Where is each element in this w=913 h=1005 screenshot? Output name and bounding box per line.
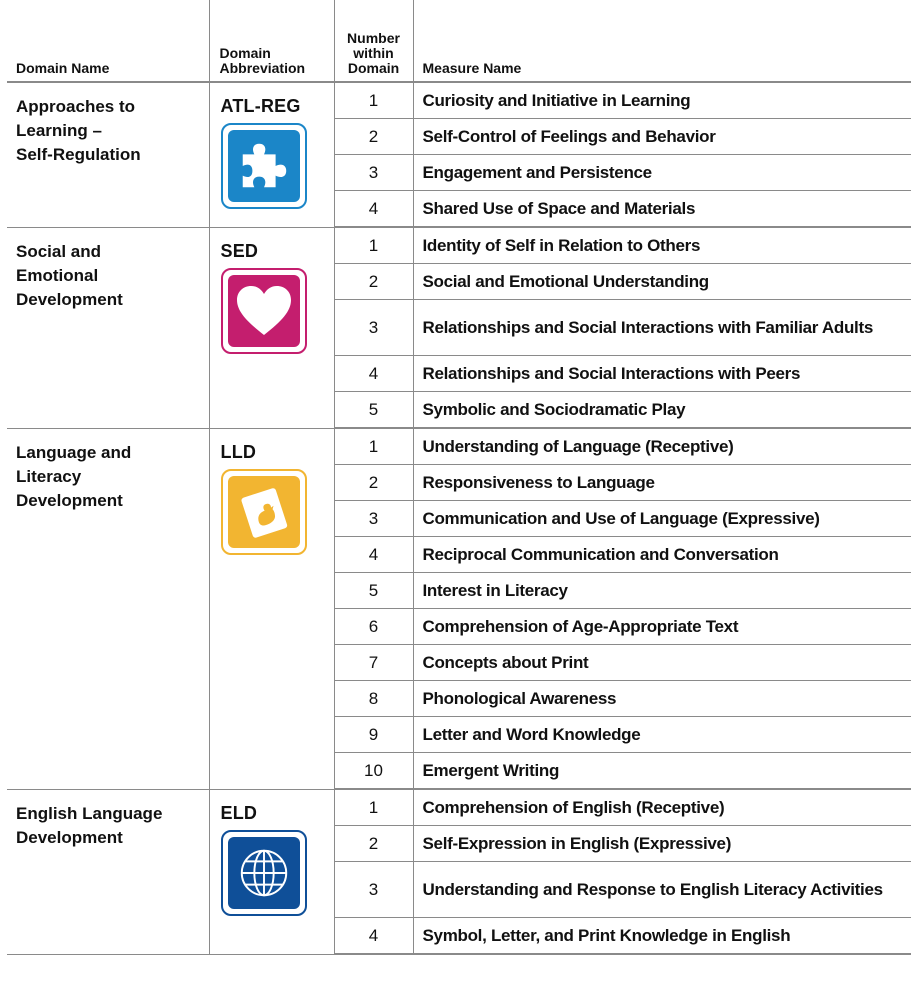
measure-number: 3 (334, 862, 413, 918)
measure-number: 4 (334, 356, 413, 392)
measure-name: Shared Use of Space and Materials (413, 191, 911, 228)
measures-table (7, 0, 911, 955)
domain-abbreviation: ATL-REG (220, 96, 301, 116)
measure-name: Reciprocal Communication and Conversation (413, 537, 911, 573)
header-number-line2: within (353, 45, 394, 61)
domain-abbreviation-cell (209, 789, 334, 954)
domain-name-line: Emotional (16, 265, 99, 285)
measure-name: Relationships and Social Interactions with Peers (413, 356, 911, 392)
domain-name-line: Learning – (16, 121, 102, 140)
table-body (7, 82, 911, 954)
domain-name-cell (7, 82, 209, 227)
heart-icon (228, 275, 300, 347)
domain-name-cell (7, 428, 209, 789)
measure-name: Understanding of Language (Receptive) (413, 428, 911, 465)
measure-number: 6 (334, 609, 413, 645)
measure-number: 3 (334, 501, 413, 537)
measure-number: 5 (334, 573, 413, 609)
measure-name: Curiosity and Initiative in Learning (413, 82, 911, 119)
domain-icon-frame (221, 268, 307, 354)
measure-number: 2 (334, 119, 413, 155)
header-number-within-domain (334, 0, 413, 82)
measure-number: 4 (334, 918, 413, 955)
domain-name-line: Social and (16, 241, 102, 261)
header-domain-abbreviation (209, 0, 334, 82)
measure-name: Identity of Self in Relation to Others (413, 227, 911, 264)
measure-name: Letter and Word Knowledge (413, 717, 911, 753)
measure-name: Comprehension of Age-Appropriate Text (413, 609, 911, 645)
header-domain-abbreviation-line1: Domain (219, 45, 271, 61)
measure-number: 1 (334, 789, 413, 826)
header-measure-name: Measure Name (413, 0, 911, 82)
globe-icon (228, 837, 300, 909)
measure-number: 2 (334, 826, 413, 862)
domain-abbreviation: SED (220, 240, 259, 261)
header-domain-abbreviation-line2: Abbreviation (219, 60, 306, 76)
domain-name-line: Language and (16, 442, 132, 462)
domain-abbreviation-cell (209, 428, 334, 789)
measure-number: 1 (334, 82, 413, 119)
measure-name: Emergent Writing (413, 753, 911, 790)
measure-name: Relationships and Social Interactions with Familiar Adults (413, 300, 911, 356)
header-domain-name: Domain Name (7, 0, 209, 82)
measure-number: 7 (334, 645, 413, 681)
domain-name-line: Self-Regulation (16, 145, 141, 164)
domain-name-cell (7, 789, 209, 954)
measure-name: Comprehension of English (Receptive) (413, 789, 911, 826)
domain-name-line: English Language (16, 803, 163, 823)
measure-name: Understanding and Response to English Literacy Activities (413, 862, 911, 918)
measure-name: Phonological Awareness (413, 681, 911, 717)
puzzle-piece-icon (228, 130, 300, 202)
measure-number: 3 (334, 155, 413, 191)
measure-number: 5 (334, 392, 413, 429)
table-row (7, 789, 911, 826)
measure-number: 2 (334, 264, 413, 300)
domain-name-line: Development (16, 827, 123, 847)
domain-icon-frame (221, 469, 307, 555)
measure-name: Responsiveness to Language (413, 465, 911, 501)
domain-name-line: Literacy (16, 466, 82, 486)
domain-icon-frame (221, 830, 307, 916)
domain-abbreviation: ELD (220, 802, 258, 823)
domain-name-line: Development (16, 490, 123, 510)
domain-abbreviation-cell (209, 82, 334, 227)
measure-number: 3 (334, 300, 413, 356)
measure-number: 8 (334, 681, 413, 717)
measure-name: Self-Control of Feelings and Behavior (413, 119, 911, 155)
measure-number: 4 (334, 537, 413, 573)
book-duck-icon (228, 476, 300, 548)
domain-abbreviation-cell (209, 227, 334, 428)
measure-number: 2 (334, 465, 413, 501)
measure-name: Social and Emotional Understanding (413, 264, 911, 300)
measure-name: Engagement and Persistence (413, 155, 911, 191)
domain-name-line: Development (16, 289, 123, 309)
table-row (7, 227, 911, 264)
measure-name: Communication and Use of Language (Expressive) (413, 501, 911, 537)
domain-abbreviation: LLD (220, 441, 257, 462)
header-number-line3: Domain (347, 60, 400, 76)
domain-name-line: Approaches to (16, 97, 136, 116)
measure-name: Concepts about Print (413, 645, 911, 681)
table-row (7, 82, 911, 119)
measure-number: 1 (334, 428, 413, 465)
measure-name: Interest in Literacy (413, 573, 911, 609)
measure-name: Symbolic and Sociodramatic Play (413, 392, 911, 429)
domain-name-cell (7, 227, 209, 428)
measure-number: 10 (334, 753, 413, 790)
measure-number: 1 (334, 227, 413, 264)
header-row (7, 0, 911, 82)
domain-icon-frame (221, 123, 307, 209)
header-number-line1: Number (347, 30, 400, 46)
measure-number: 4 (334, 191, 413, 228)
measure-number: 9 (334, 717, 413, 753)
table-row (7, 428, 911, 465)
measure-name: Self-Expression in English (Expressive) (413, 826, 911, 862)
measure-name: Symbol, Letter, and Print Knowledge in English (413, 918, 911, 955)
